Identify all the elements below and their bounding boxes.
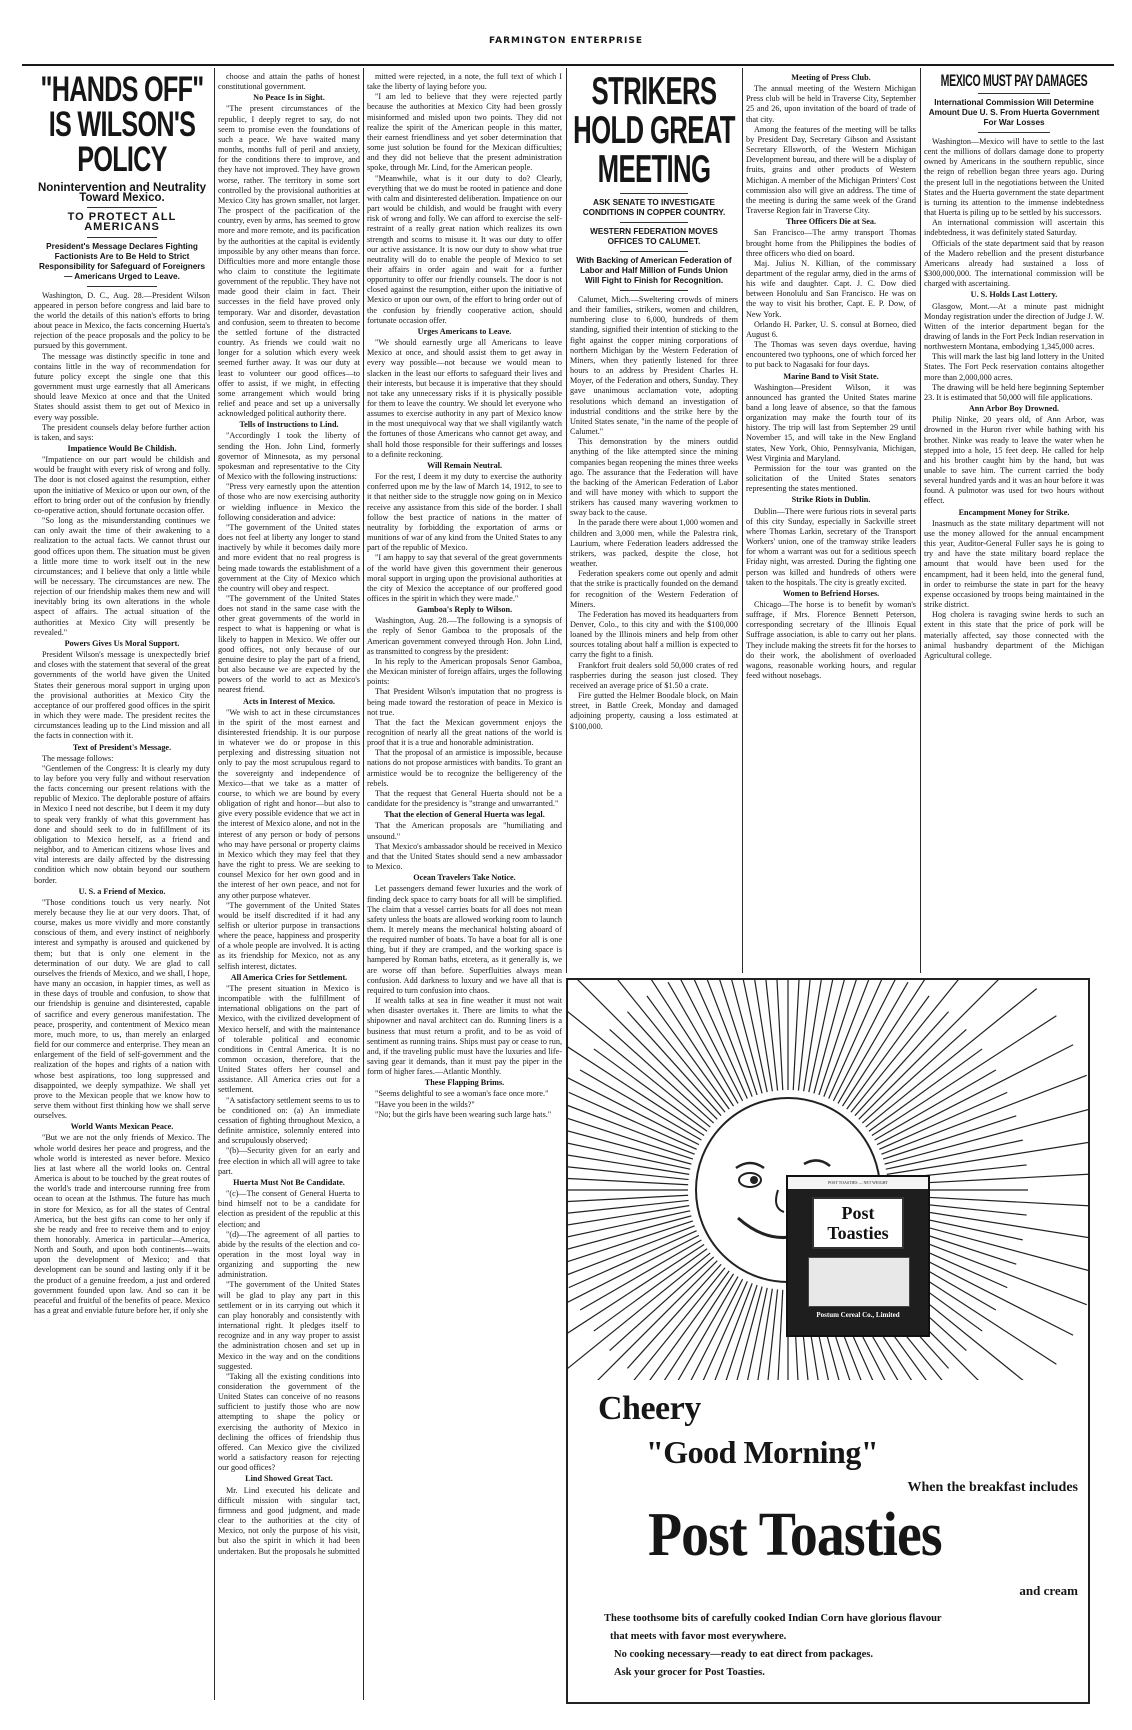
column-4 (570, 72, 738, 972)
paragraph: Chicago—The horse is to benefit by woman's suffrage, if Mrs. Florence Bennett Peterson, corresponding secretary of the Illinois Equal Suffrage association, is able to carry out her plans. They include making the streets fit for the horses to do their work, the abolishment of overloaded wagons, reasonable working hours, and regular feed without nosebags. (746, 599, 916, 681)
paragraph: "No; but the girls have been wearing such large hats." (375, 1109, 552, 1119)
sun-ray (568, 1221, 693, 1264)
paragraph: Inasmuch as the state military department will not use the money allowed for the annual encampment this year, Auditor-General Fuller says he is going to try and have the state military board replace the amount that would have been used for the encampment, had it been held, into the general fund, in order to reimburse the state in part for the heavy expense occasioned by troops being maintained in the strike district. (924, 518, 1104, 610)
cereal-box-top: POST TOASTIES — NET WEIGHT (788, 1177, 928, 1189)
sun-ray (568, 1016, 704, 1136)
paragraph: "We wish to act in these circumstances in the spirit of the most earnest and disinterested friendship. It is our purpose in whatever we do or propose in this perplexing and distressing situation not only to pay the most scrupulous regard to the sovereignty and independence of Mexico—that we take as a matter of course, to which we are bound by every obligation of right and honor—but also to give every possible evidence that we act in the interest of Mexico alone, and not in the interest of any person or body of persons who may have personal or property claims in Mexico which they may feel that they have the right to press. We are seeking to counsel Mexico for her own good and in the interest of her own peace, and not for any other purpose whatever. (218, 707, 360, 900)
column-divider (214, 68, 215, 1700)
subheading: Acts in Interest of Mexico. (243, 696, 335, 706)
subheading: Will Remain Neutral. (426, 460, 503, 470)
paragraph: In his reply to the American proposals Senor Gamboa, the Mexican minister of foreign affairs, urges the following points: (367, 656, 562, 687)
subheading: Impatience Would Be Childish. (67, 443, 177, 453)
paragraph: That the fact the Mexican government enjoys the recognition of nearly all the great nations of the world is proof that it is a true and honorable administration. (367, 717, 562, 748)
sun-ray (824, 980, 903, 1097)
paragraph: The message was distinctly specific in tone and contains little in the way of recommendation for future policy except the single one that this government must urge earnestly that all Americans should leave Mexico at once and that the United States should assist them to get out of Mexico in every way possible. (34, 351, 210, 422)
box-label-line-1: Post (841, 1203, 875, 1223)
paragraph: Federation speakers come out openly and admit that the strike is practically founded on the demand for recognition of the Western Federation of Miners. (570, 569, 738, 609)
ad-good-morning: "Good Morning" (646, 1434, 879, 1470)
paragraph: "The government of the United States does not stand in the same case with the other great governments of the world in respect to what is happening or what is likely to happen in Mexico. We offer our good offices, not only because of our genuine desire to play the part of a friend, but also because we are expected by the powers of the world to act as Mexico's nearest friend. (218, 593, 360, 695)
subheading: Meeting of Press Club. (791, 73, 871, 82)
subheading: Three Officers Die at Sea. (785, 217, 877, 227)
sun-ray (705, 1287, 762, 1380)
paragraph: "We should earnestly urge all Americans to leave Mexico at once, and should assist them to get away in every way possible—not because we would mean to slacken in the least our efforts to safeguard their lives and their interests, but because it is imperative that they should not take any unnecessary risks if it is physically possible for them to leave the country. We should let everyone who assumes to exercise authority in any part of Mexico know in the most unequivocal way that we shall vigilantly watch the fortunes of those Americans who cannot get away, and shall hold those responsible for their sufferings and losses to a definite reckoning. (367, 338, 562, 459)
article-body (218, 72, 360, 1557)
article-body (367, 72, 562, 1120)
deck-western-federation: WESTERN FEDERATION MOVES OFFICES TO CALUMET. (590, 227, 718, 246)
sun-ray (568, 989, 710, 1127)
paragraph: "Gentlemen of the Congress: It is clearly my duty to lay before you very fully and without reservation the facts concerning our present relations with the republic of Mexico. The deplorable posture of affairs in Mexico I need not describe, but I deem it my duty to speak very frankly of what this government has done and should seek to do in fulfillment of its obligation to Mexico herself, as a friend and neighbor, and to American citizens whose lives and vital interests are daily affected by the distressing condition which now obtain beyond our southern border. (34, 763, 210, 885)
sun-ray (885, 1107, 1088, 1164)
paragraph: Permission for the tour was granted on the solicitation of the United States senators representing the states mentioned. (746, 463, 916, 494)
paragraph: Orlando H. Parker, U. S. consul at Borneo, died August 6. (746, 319, 916, 339)
deck-divider (87, 237, 157, 238)
sun-ray (798, 980, 813, 1091)
sun-ray (668, 1277, 738, 1380)
paragraph: The Federation has moved its headquarters from Denver, Colo., to this city and with the $100,000 loaned by the Illinois miners and help from other sources totaling about half a million is expected to carry the fight to a finish. (570, 609, 738, 660)
column-6 (924, 72, 1104, 972)
sun-ray (673, 980, 752, 1097)
paragraph: Glasgow, Mont.—At a minute past midnight Monday registration under the direction of Judge J. W. Witten of the interior department began for the drawing of lands in the Fort Peck Indian reservation in northwestern Montana, embodying 1,345,000 acres. (924, 301, 1104, 352)
paragraph: That the request that General Huerta should not be a candidate for the presidency is "strange and unwarranted." (367, 788, 562, 809)
paragraph: Washington, Aug. 28.—The following is a synopsis of the reply of Senor Gamboa to the proposals of the American government conveyed through Hon. John Lind, as transmitted to congress by the president: (367, 616, 562, 656)
column-1 (34, 72, 210, 1700)
paragraph: Mr. Lind executed his delicate and difficult mission with singular tact, firmness and good judgment, and made clear to the authorities at the city of Mexico, not only the purpose of his visit, but also the spirit in which it had been undertaken. But the proposals he submitted (218, 1485, 360, 1556)
sun-ray (855, 1012, 949, 1116)
article-body (570, 295, 738, 732)
sun-ray (568, 1165, 689, 1180)
paragraph: That the proposal of an armistice is impossible, because nations do not propose armistices with bandits. To grant an armistice would be to recognize the belligerency of the rebels. (367, 748, 562, 788)
paragraph: "(d)—The agreement of all parties to abide by the results of the election and co-operation in the most loyal way in organizing and supporting the new administration. (218, 1229, 360, 1280)
paragraph: "(b)—Security given for an early and free election in which all will agree to take part. (218, 1146, 360, 1176)
paragraph: Washington—President Wilson, it was announced has granted the United States marine band a long leave of absence, so that the famous organization may make the fourth tour of its history. The trip will last from September 29 until November 15, and will take in the New England states, New York, Ohio, Pennsylvania, Michigan, West Virginia and Maryland. (746, 382, 916, 463)
sun-ray (594, 1249, 707, 1331)
paragraph: President Wilson's message is unexpectedly brief and closes with the statement that several of the great governments of the world have given the United States their generous moral support in urging upon the provisional authorities at Mexico City the acceptance of our proffered good offices in the spirit in which they were made. The president recites the circumstances leading up to the Lind mission and all the facts in connection with it. (34, 650, 210, 741)
paragraph: "A satisfactory settlement seems to us to be conditioned on: (a) An immediate cessation of fighting throughout Mexico, a definite armistice, solemnly entered into and scrupulously observed; (218, 1095, 360, 1146)
subheading: Ann Arbor Boy Drowned. (968, 404, 1060, 414)
deck-divider (620, 222, 687, 223)
paragraph: Washington—Mexico will have to settle to the last cent the millions of dollars damage done to property owned by Americans in the southern republic, since the reign of rebellion began three years ago. During the present lull in the negotiations between the United States and the Huerta government the state department is turning its attention to the immense indebtedness that Huerta is piling up to be settled by his successors. (924, 137, 1104, 218)
headline-strikers: STRIKERS HOLD GREAT MEETING (573, 72, 735, 191)
deck-ask-senate: ASK SENATE TO INVESTIGATE CONDITIONS IN COPPER COUNTRY. (582, 198, 726, 217)
sun-ray (627, 1012, 721, 1116)
paragraph: "Accordingly I took the liberty of sending the Hon. John Lind, formerly governor of Minnesota, as my personal spokesman and representative to the City of Mexico with the following instructions: (218, 431, 360, 482)
column-divider (363, 68, 364, 1700)
sun-ray (881, 1075, 1086, 1154)
deck-commission: International Commission Will Determine Amount Due U. S. From Huerta Government For War Losses (928, 98, 1100, 127)
deck-divider (620, 193, 687, 194)
paragraph: "Taking all the existing conditions into consideration the government of the United States can conceive of no reasons sufficient to justify those who are now attempting to shape the policy or exercising the authority of Mexico in declining the offices of friendship thus offered. Can Mexico give the civilized world a satisfactory reason for rejecting our good offices? (218, 1371, 360, 1473)
paragraph: Philip Ninke, 20 years old, of Ann Arbor, was drowned in the Huron river while bathing with his brother. Ninke was ready to leave the water when he stepped into a hole, 15 feet deep. He called for help and his brother caught him by the hand, but was unable to save him. The current carried the body several hundred yards and it was an hour before it was found. A pulmotor was used for two hours without effect. (924, 415, 1104, 506)
deck-protect: TO PROTECT ALL AMERICANS (67, 211, 177, 234)
ad-cheery: Cheery (598, 1390, 701, 1427)
subheading: Gamboa's Reply to Wilson. (416, 605, 513, 615)
deck-divider (978, 132, 1050, 133)
paragraph: Fire gutted the Helmer Boodale block, on Main street, in Battle Creek, Monday and damaged adjoining property, causing a loss estimated at $100,000. (570, 691, 738, 731)
sun-ray (568, 980, 717, 1119)
sun-ray (627, 1264, 721, 1368)
paragraph: Among the features of the meeting will be talks by President Day, Secretary Gibson and Assistant Secretary Ellsworth, of the Western Michigan Development bureau, and there will be a display of fruits, grains and other products of Western Michigan. A member of the Michigan Printers' Cost commission also will give an address. The time of the meeting is during the same week of the Grand Traverse Region fair in Traverse City. (746, 124, 916, 216)
paragraph: "So long as the misunderstanding continues we can only await the time of their awakening to a realization to the actual facts. We cannot thrust our good offices upon them. The situation must be given a little more time to work itself out in the new circumstances; and I believe that only a little while will be necessary. The circumstances are new. The rejection of our friendship makes them new and will inevitably bring its own alterations in the whole aspect of affairs. The actual situation of the authorities at Mexico City will presently be revealed." (34, 516, 210, 637)
paragraph: Calumet, Mich.—Sweltering crowds of miners and their families, strikers, women and children, numbering close to 6,000, hundreds of them standing, signified their intention of sticking to the fight against the copper mining corporations of northern Michigan by the Western Federation of Miners, when they patiently listened for three hours to an address by President Charles H. Moyer, of the Federation and others, Sunday. They gave unanimous acclamation vote, adopting resolutions which demand an investigation of industrial conditions and the strike here by the United States senate, "in the name of the people of Calumet." (570, 295, 738, 437)
sun-ray (643, 980, 743, 1101)
box-label-line-2: Toasties (827, 1223, 889, 1243)
paragraph: That Mexico's ambassador should be received in Mexico and that the United States should send a new ambassador to Mexico. (367, 841, 562, 872)
sun-ray (793, 980, 805, 1090)
column-2 (218, 72, 360, 1700)
paragraph: "But we are not the only friends of Mexico. The whole world desires her peace and progress, and the whole world is interested as never before. Mexico lies at last where all the world looks on. Central America is about to be touched by the great routes of the world's trade and intercourse running free from ocean to ocean at the Isthmus. The future has much in store for Mexico, as for all the states of Central America, but the best gifts can come to her only if she be ready and free to receive them and to enjoy them honorably. America in particular—America, North and South, and upon both continents—waits upon the development of Mexico; and that development can be sound and lasting only if it be the product of a genuine freedom, a just and ordered government founded upon law. And so can it be peaceful and fruitful of the benefits of peace. Mexico has a great and enviable future before her, if only she (34, 1133, 210, 1316)
subheading: Strike Riots in Dublin. (791, 495, 871, 505)
cereal-box-label (812, 1197, 904, 1249)
paragraph: "Those conditions touch us very nearly. Not merely because they lie at our very doors. That, of course, makes us more vividly and more constantly conscious of them, and every instinct of neighborly interest and sympathy is aroused and quickened by them; but that is only one element in the determination of our duty. We are glad to call ourselves the friends of Mexico, and we shall, I hope, have many an occasion, in happier times, as well as in these days of trouble and confusion, to show that our friendship is genuine and disinterested, capable of sacrifice and every generous manifestation. The peace, prosperity, and contentment of Mexico mean more, much more, to us, than merely an enlarged field for our commerce and enterprise. They mean an enlargement of the field of self-government and the realization of the hopes and rights of a nation with whose best aspirations, too long suppressed and disappointed, we deeply sympathize. We shall yet prove to the Mexican people that we know how to serve them without first thinking how we shall serve ourselves. (34, 897, 210, 1121)
paragraph: For the rest, I deem it my duty to exercise the authority conferred upon me by the law of March 14, 1912, to see to it that neither side to the struggle now going on in Mexico receive any assistance from this side of the border. I shall follow the best practice of nations in the matter of neutrality by forbidding the exportation of arms or munitions of war of any kind from the United States to any part of the republic of Mexico. (367, 472, 562, 553)
sun-ray (738, 1289, 772, 1380)
sun-ray (568, 1244, 704, 1364)
ad-copy (604, 1610, 1074, 1682)
paragraph: An international commission will ascertain this indebtedness, it was definitely stated Saturday. (924, 218, 1104, 238)
paragraph: "The present situation in Mexico is incompatible with the fulfillment of international obligations on the part of Mexico, with the civilized development of Mexico herself, and with the maintenance of tolerable political and economic conditions in Central America. It is no common occasion, therefore, that the United States offers her counsel and assistance. All America cries out for a settlement. (218, 983, 360, 1095)
masthead-rule (22, 64, 1114, 66)
cereal-box-picture (808, 1257, 910, 1307)
column-divider (920, 68, 921, 973)
paragraph: This demonstration by the miners outdid anything of the like attempted since the mining companies began reopening the mines three weeks ago. The assurance that the Federation will have the backing of the American Federation of Labor and will have money with which to support the strikers has caused many wavering workmen to sway back to the cause. (570, 437, 738, 518)
deck-backing: With Backing of American Federation of Labor and Half Million of Funds Union Will Fight to Finish for Recognition. (576, 256, 732, 285)
ad-when-breakfast: When the breakfast includes (907, 1480, 1078, 1495)
sun-ray (738, 1288, 767, 1380)
column-5 (746, 72, 916, 972)
sun-ray (610, 1029, 714, 1123)
paragraph: Officials of the state department said that by reason of the Madero rebellion and the present disturbance Americans already had sustained a loss of $300,000,000. The international commission will be charged with ascertaining. (924, 238, 1104, 289)
sun-ray (883, 1116, 1016, 1159)
sun-ray (771, 980, 783, 1090)
sun-ray (568, 1195, 688, 1207)
ad-copy-line: No cooking necessary—ready to eat direct from packages. (614, 1649, 873, 1660)
paragraph: San Francisco—The army transport Thomas brought home from the Philippines the bodies of three officers who died on board. (746, 228, 916, 258)
deck-divider (87, 207, 157, 208)
subheading: U. S. Holds Last Lottery. (970, 290, 1058, 300)
paragraph: "Impatience on our part would be childish and would be fraught with every risk of wrong and folly. The door is not closed against the resumption, either upon the initiative of Mexico or upon our own, of the effort to bring order out of the confusion by friendly co-operative action, should fortunate occasion offer. (34, 455, 210, 515)
cereal-box-maker: Postum Cereal Co., Limited (816, 1311, 900, 1319)
paragraph: "Meanwhile, what is it our duty to do? Clearly, everything that we do must be rooted in patience and done with calm and disinterested deliberation. Impatience on our part would be childish, and would be fraught with every risk of wrong and folly. We can afford to exercise the self-restraint of a really great nation which realizes its own strength and scorns to misuse it. It was our duty to offer our active assistance. It is now our duty to show what true neutrality will do to enable the people of Mexico to set their affairs in order again and wait for a further opportunity to offer our friendly counsels. The door is not closed against the resumption, either upon the initiative of Mexico or upon our own, of the effort to bring order out of the confusion by friendly cooperative action, should fortunate occasion offer. (367, 173, 562, 325)
subheading: U. S. a Friend of Mexico. (78, 886, 166, 896)
paragraph: Let passengers demand fewer luxuries and the work of finding deck space to carry boats for all will be simplified. The claim that a vessel carries boats for all does not mean safety unless the boats are allowed working room to launch them. It merely means the mechanical holsting aboard of the required number of boats. To have a boat for all is one thing, but if they are cramped, and the working space is hampered by Roman baths, etcetera, as it generally is, we are worse off than before. Superfluities always mean confusion. Add darkness to luxury and we have all that is required to turn confusion into chaos. (367, 884, 562, 995)
subheading: Ocean Travelers Take Notice. (413, 873, 516, 883)
deck-divider (978, 93, 1050, 94)
ad-post-toasties-title: Post Toasties (648, 1501, 942, 1569)
sun-ray (833, 980, 933, 1101)
deck-divider (620, 251, 687, 252)
sun-ray (862, 1029, 966, 1123)
deck-divider (620, 290, 687, 291)
sun-ray (738, 980, 767, 1092)
paragraph: "Press very earnestly upon the attention of those who are now exercising authority or wielding influence in Mexico the following consideration and advice: (218, 482, 360, 522)
deck-nonintervention: Nonintervention and Neutrality Toward Mexico. (37, 182, 207, 205)
sun-ray (809, 980, 838, 1092)
paragraph: The message follows: (42, 753, 114, 763)
cereal-box (786, 1175, 930, 1337)
subheading: Marine Band to Visit State. (783, 371, 879, 381)
column-divider (742, 68, 743, 973)
ad-copy-line: that meets with favor most everywhere. (610, 1631, 787, 1642)
paragraph: The Thomas was seven days overdue, having encountered two typhoons, one of which forced her to put back to Nagasaki for four days. (746, 340, 916, 370)
paragraph: "Seems delightful to see a woman's face once more." (375, 1089, 549, 1099)
paragraph: "The government of the United States would be itself discredited if it had any selfish or ulterior purpose in transactions where the peace, happiness and prosperity of a whole people are involved. It is acting as its friendship for Mexico, not as any selfish interest, dictates. (218, 900, 360, 971)
subheading: Lind Showed Great Tact. (245, 1474, 333, 1484)
sun-ray (587, 1268, 725, 1380)
sun-ray (568, 1200, 689, 1215)
paragraph: choose and attain the paths of honest constitutional government. (218, 72, 360, 92)
sun-ray (847, 996, 929, 1109)
paragraph: "I am happy to say that several of the great governments of the world have given this government their generous moral support in urging upon the provisional authorities at the city of Mexico the acceptance of our proffered good offices in the spirit in which they were made." (367, 553, 562, 603)
paragraph: Hog cholera is ravaging swine herds to such an extent in this state that the price of pork will be materially affected, say those connected with the animal husbandry department of the Michigan Agricultural college. (924, 610, 1104, 660)
paragraph: Maj. Julius N. Killian, of the commissary department of the regular army, died in the arms of his wife and daughter. Capt. J. C. Dow died between Honolulu and San Francisco. He was on the way to visit his brother, Capt. E. P. Dow, of New York. (746, 258, 916, 319)
masthead: FARMINGTON ENTERPRISE (489, 36, 643, 46)
subheading: No Peace Is in Sight. (253, 93, 325, 103)
paragraph: "(c)—The consent of General Huerta to bind himself not to be a candidate for election as president of the republic at this election; and (218, 1189, 360, 1229)
column-3 (367, 72, 562, 1700)
paragraph: That President Wilson's imputation that no progress is being made toward the restoration of peace in Mexico is not true. (367, 687, 562, 717)
paragraph: mitted were rejected, in a note, the full text of which I take the liberty of laying before you. (367, 72, 562, 92)
post-toasties-advertisement (566, 978, 1090, 1704)
article-body (34, 291, 210, 1317)
subheading: World Wants Mexican Peace. (70, 1122, 174, 1132)
sun-ray (568, 1116, 693, 1159)
subheading: Huerta Must Not Be Candidate. (233, 1177, 345, 1187)
article-body (924, 137, 1104, 661)
deck-divider (87, 286, 157, 287)
paragraph: The president counsels delay before further action is taken, and says: (34, 422, 210, 442)
paragraph: "The government of the United States will be glad to play any part in this settlement or in its carrying out which it can play honorably and consistently with international right. It pledges itself to recognize and in any way proper to assist the administration chosen and set up in Mexico in the way and on the conditions suggested. (218, 1280, 360, 1371)
ad-copy-line: Ask your grocer for Post Toasties. (614, 1667, 765, 1678)
sun-ray (610, 1257, 714, 1351)
paragraph: The annual meeting of the Western Michigan Press club will be held in Traverse City, September 25 and 26, upon invitation of the board of trade of that city. (746, 84, 916, 124)
sun-ray (594, 1049, 707, 1131)
sun-ray (647, 996, 729, 1109)
sun-ray (568, 1173, 688, 1185)
column-divider (566, 68, 567, 973)
headline-hands-off: "HANDS OFF" IS WILSON'S POLICY (40, 72, 204, 179)
subheading: These Flapping Brims. (424, 1078, 505, 1088)
subheading: Powers Gives Us Moral Support. (64, 638, 180, 648)
paragraph: Washington, D. C., Aug. 28.—President Wilson appeared in person before congress and laid bare to the world the details of this nation's efforts to bring about peace in Mexico, the facts concerning Huerta's rejection of the peace proposals and the policy to be pursued by this government. (34, 290, 210, 351)
deck-president-message: President's Message Declares Fighting Factionists Are to Be Held to Strict Responsibility for Safeguard of Foreigners — Americans Urged to Leave. (38, 241, 206, 281)
paragraph: "The government of the United states does not feel at liberty any longer to stand inactively by while it becomes daily more and more evident that no real progress is being made towards the establishment of a government at the City of Mexico which the country will obey and respect. (218, 522, 360, 593)
subheading: Urges Americans to Leave. (417, 326, 512, 336)
subheading: Tells of Instructions to Lind. (239, 420, 339, 430)
sun-ray (763, 980, 778, 1091)
subheading: Encampment Money for Strike. (958, 507, 1070, 517)
paragraph: The drawing will be held here beginning September 23. It is estimated that 50,000 will file applications. (924, 382, 1104, 402)
article-body (746, 73, 916, 681)
paragraph: This will mark the last big land lottery in the United States. The Fort Peck reservation contains altogether more than 2,000,000 acres. (924, 352, 1104, 382)
paragraph: "I am led to believe that they were rejected partly because the authorities at Mexico City had been grossly misinformed and misled upon two points. They did not realize the spirit of the American people in this matter, their earnest friendliness and yet sober determination that some just solution be found for the Mexican difficulties; and they did not believe that the present administration spoke, through Mr. Lind, for the American people. (367, 92, 562, 173)
ad-and-cream: and cream (1019, 1583, 1078, 1598)
paragraph: Dublin—There were furious riots in several parts of this city Sunday, especially in Sackville street where Thomas Larkin, secretary of the Transport Workers' union, one of the tramway strike leaders for whom a warrant was out for a seditious speech Friday night, was arrested. During the fighting one person was killed and hundreds of others were taken to the hospitals. The city is greatly excited. (746, 506, 916, 587)
paragraph: That the American proposals are "humiliating and unsound." (367, 821, 562, 841)
subheading: All America Cries for Settlement. (230, 972, 348, 982)
subheading: Women to Befriend Horses. (782, 588, 880, 598)
subheading: That the election of General Huerta was legal. (384, 810, 545, 820)
paragraph: "The present circumstances of the republic, I deeply regret to say, do not seem to promise even the foundations of such a peace. We have waited many months, months full of peril and anxiety, for the conditions there to improve, and they have not improved. They have grown worse, rather. The territory in some sort controlled by the provisional authorities at Mexico City has grown smaller, not larger. The prospect of the pacification of the country, even by arms, has seemed to grow more and more remote, and its pacification by the authorities at the capital is evidently impossible by any other means than force. Difficulties more and more entangle those who claim to constitute the legitimate government of the republic. They have not made good their claim in fact. Their successes in the field have proved only temporary. War and disorder, devastation and confusion, seem to threaten to become the settled fortune of the distracted country. As friends we could wait no longer for a solution which every week seemed further away. It was our duty at least to volunteer our good offices—to offer to assist, if we might, in effecting some arrangement which would bring relief and peace and set up a universally acknowledged political authority there. (218, 104, 360, 419)
ad-copy-line: These toothsome bits of carefully cooked Indian Corn have glorious flavour (604, 1613, 942, 1624)
paragraph: If wealth talks at sea in fine weather it must not wait when disaster overtakes it. There are limits to what the shipowner and naval architect can do. Running liners is a business that must return a profit, and to be as void of sentiment as running trains. Ships must pay or cease to run, and, if the traveling public must have the luxuries and life-saving gear it demands, than it must pay the piper in the form of higher fares.—Atlantic Monthly. (367, 996, 562, 1077)
sun-ray (869, 1049, 982, 1131)
sun-ray (859, 980, 1015, 1119)
headline-mexico-damages: MEXICO MUST PAY DAMAGES (940, 72, 1088, 90)
subheading: Text of President's Message. (72, 742, 172, 752)
paragraph: "Have you been in the wilds?" (375, 1099, 475, 1109)
sun-ray (872, 1016, 1057, 1136)
paragraph: In the parade there were about 1,000 women and children and 3,000 men, while the Palestra rink, Laurium, where Federation leaders addressed the strikers, was packed, despite the close, hot weather. (570, 518, 738, 569)
paragraph: Frankfort fruit dealers sold 50,000 crates of red raspberries during the season just closed. They received an average price of $1.50 a crate. (570, 660, 738, 690)
